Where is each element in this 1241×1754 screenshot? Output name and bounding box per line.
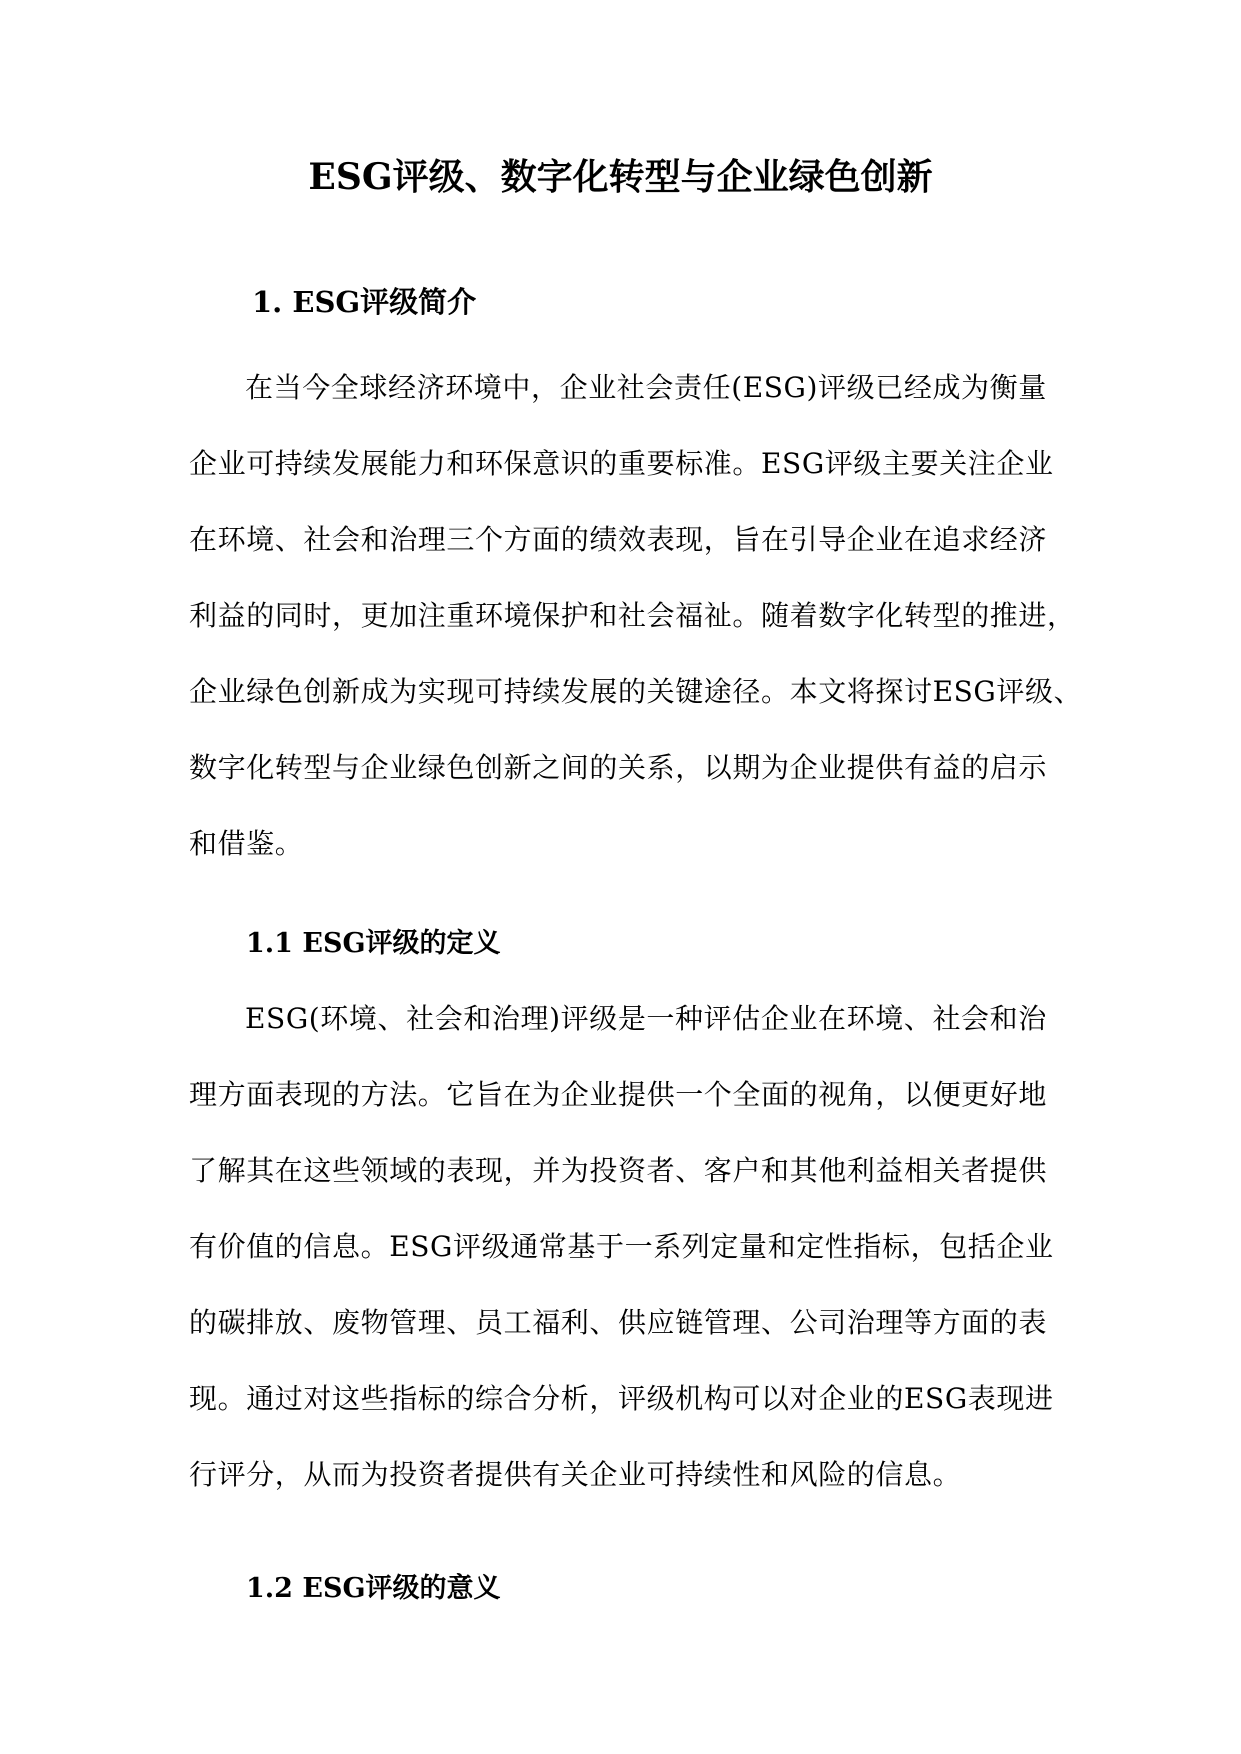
- paragraph-line: 理方面表现的方法。它旨在为企业提供一个全面的视角，以便更好地: [189, 1078, 1048, 1111]
- paragraph-line: 和借鉴。: [189, 827, 304, 860]
- paragraph-line: ESG(环境、社会和治理)评级是一种评估企业在环境、社会和治: [245, 1002, 1047, 1035]
- section-1-paragraph: [189, 350, 1083, 882]
- section-heading-1-1: 1.1 ESG评级的定义: [246, 928, 501, 959]
- paragraph-line: 的碳排放、废物管理、员工福利、供应链管理、公司治理等方面的表: [189, 1306, 1048, 1339]
- paragraph-line: 在环境、社会和治理三个方面的绩效表现，旨在引导企业在追求经济: [189, 523, 1048, 556]
- section-heading-1-2: 1.2 ESG评级的意义: [246, 1573, 501, 1604]
- section-1-1-paragraph: [189, 981, 1065, 1513]
- paragraph-line: 企业可持续发展能力和环保意识的重要标准。ESG评级主要关注企业: [189, 447, 1054, 480]
- paragraph-line: 有价值的信息。ESG评级通常基于一系列定量和定性指标，包括企业: [189, 1230, 1054, 1263]
- paragraph-line: 行评分，从而为投资者提供有关企业可持续性和风险的信息。: [189, 1458, 962, 1491]
- paragraph-line: 现。通过对这些指标的综合分析，评级机构可以对企业的ESG表现进: [189, 1382, 1054, 1415]
- section-heading-1: 1. ESG评级简介: [252, 285, 477, 319]
- paragraph-line: 利益的同时，更加注重环境保护和社会福祉。随着数字化转型的推进，: [189, 599, 1076, 632]
- paragraph-line: 数字化转型与企业绿色创新之间的关系，以期为企业提供有益的启示: [189, 751, 1048, 784]
- paragraph-line: 了解其在这些领域的表现，并为投资者、客户和其他利益相关者提供: [189, 1154, 1048, 1187]
- paragraph-line: 在当今全球经济环境中，企业社会责任(ESG)评级已经成为衡量: [245, 371, 1047, 404]
- document-title: ESG评级、数字化转型与企业绿色创新: [308, 156, 933, 198]
- paragraph-line: 企业绿色创新成为实现可持续发展的关键途径。本文将探讨ESG评级、: [189, 675, 1083, 708]
